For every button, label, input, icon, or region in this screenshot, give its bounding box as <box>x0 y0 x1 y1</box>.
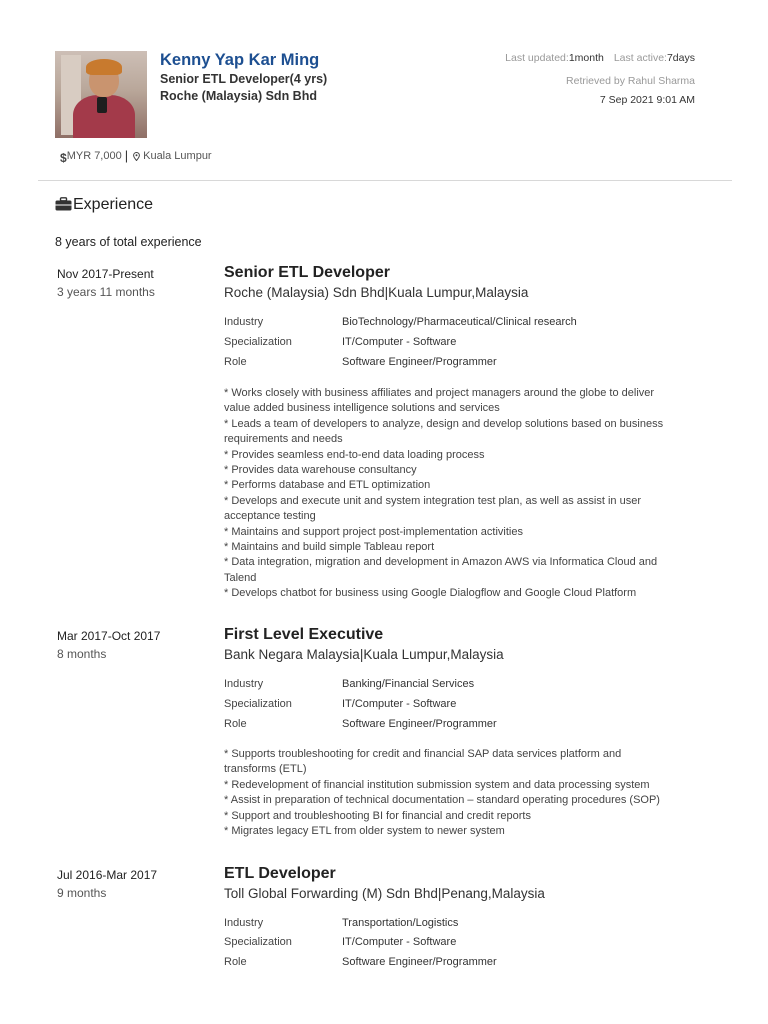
description-line: * Assist in preparation of technical documentation – standard operating procedures (SOP) <box>224 794 660 807</box>
description-line: * Performs database and ETL optimization <box>224 479 431 492</box>
description-line: transforms (ETL) <box>224 763 307 776</box>
experience-period: Nov 2017-Present <box>57 267 154 281</box>
specialization-value: IT/Computer - Software <box>342 336 457 348</box>
location-pin-icon <box>133 152 140 161</box>
industry-value: Banking/Financial Services <box>342 678 475 690</box>
role-value: Software Engineer/Programmer <box>342 956 497 968</box>
experience-duration: 8 months <box>57 647 107 661</box>
industry-label: Industry <box>224 316 264 328</box>
description-line: * Supports troubleshooting for credit and financial SAP data services platform and <box>224 748 622 760</box>
employer-location: Roche (Malaysia) Sdn Bhd|Kuala Lumpur,Malaysia <box>224 285 529 300</box>
specialization-value: IT/Computer - Software <box>342 698 457 710</box>
description-line: requirements and needs <box>224 433 343 446</box>
profile-photo <box>55 51 147 138</box>
retrieved-date: 7 Sep 2021 9:01 AM <box>599 94 695 106</box>
role-value: Software Engineer/Programmer <box>342 356 497 368</box>
description-line: acceptance testing <box>224 510 316 523</box>
role-label: Role <box>224 956 247 968</box>
candidate-headline: Senior ETL Developer(4 yrs) <box>160 72 328 86</box>
description-line: * Migrates legacy ETL from older system to newer system <box>224 825 505 838</box>
experience-heading <box>55 196 153 214</box>
last-updated-value: 1month <box>568 52 604 64</box>
description-line: * Data integration, migration and development in Amazon AWS via Informatica Cloud and <box>224 556 658 569</box>
location: Kuala Lumpur <box>143 149 212 162</box>
activity-meta <box>505 52 695 64</box>
experience-duration: 3 years 11 months <box>57 285 155 299</box>
description-line: Talend <box>224 571 257 584</box>
briefcase-icon <box>55 197 72 211</box>
specialization-label: Specialization <box>224 698 292 710</box>
role-label: Role <box>224 356 247 368</box>
description-line: * Provides data warehouse consultancy <box>224 464 417 477</box>
employer-location: Toll Global Forwarding (M) Sdn Bhd|Penang,Malaysia <box>224 886 545 901</box>
description-line: * Develops and execute unit and system integration test plan, as well as assist in user <box>224 494 642 507</box>
specialization-value: IT/Computer - Software <box>342 936 457 948</box>
candidate-company: Roche (Malaysia) Sdn Bhd <box>160 89 317 103</box>
total-experience: 8 years of total experience <box>55 235 202 249</box>
experience-period: Mar 2017-Oct 2017 <box>57 629 161 643</box>
industry-label: Industry <box>224 917 264 929</box>
description-line: * Support and troubleshooting BI for financial and credit reports <box>224 809 531 822</box>
specialization-label: Specialization <box>224 936 292 948</box>
job-title: First Level Executive <box>224 626 384 643</box>
description-line: * Redevelopment of financial institution submission system and data processing system <box>224 778 650 791</box>
description-line: * Maintains and support project post-implementation activities <box>224 525 523 538</box>
last-active-value: 7days <box>666 52 695 64</box>
candidate-name[interactable]: Kenny Yap Kar Ming <box>160 51 320 69</box>
salary-location-row <box>60 148 212 163</box>
experience-period: Jul 2016-Mar 2017 <box>57 868 158 882</box>
header-divider <box>38 180 732 181</box>
description-line: value added business intelligence solutions and services <box>224 402 500 415</box>
job-description <box>224 747 704 839</box>
job-description <box>224 386 704 602</box>
description-line: * Works closely with business affiliates and project managers around the globe to deliver <box>224 387 655 399</box>
industry-label: Industry <box>224 678 264 690</box>
last-updated-label: Last updated: <box>505 52 569 64</box>
job-title: ETL Developer <box>224 865 336 882</box>
role-label: Role <box>224 718 247 730</box>
industry-value: BioTechnology/Pharmaceutical/Clinical research <box>342 316 577 328</box>
description-line: * Maintains and build simple Tableau report <box>224 541 435 554</box>
job-title: Senior ETL Developer <box>224 264 390 281</box>
experience-heading-label: Experience <box>73 196 154 213</box>
separator: | <box>124 148 129 163</box>
expected-salary: MYR 7,000 <box>66 149 122 162</box>
retrieved-by: Retrieved by Rahul Sharma <box>566 75 695 87</box>
dollar-icon: $ <box>60 150 67 165</box>
description-line: * Develops chatbot for business using Google Dialogflow and Google Cloud Platform <box>224 587 637 600</box>
employer-location: Bank Negara Malaysia|Kuala Lumpur,Malaysia <box>224 647 504 662</box>
role-value: Software Engineer/Programmer <box>342 718 497 730</box>
last-active-label: Last active: <box>613 52 667 64</box>
description-line: * Provides seamless end-to-end data loading process <box>224 448 485 461</box>
specialization-label: Specialization <box>224 336 292 348</box>
industry-value: Transportation/Logistics <box>342 917 459 929</box>
description-line: * Leads a team of developers to analyze, design and develop solutions based on business <box>224 417 664 430</box>
experience-duration: 9 months <box>57 886 107 900</box>
